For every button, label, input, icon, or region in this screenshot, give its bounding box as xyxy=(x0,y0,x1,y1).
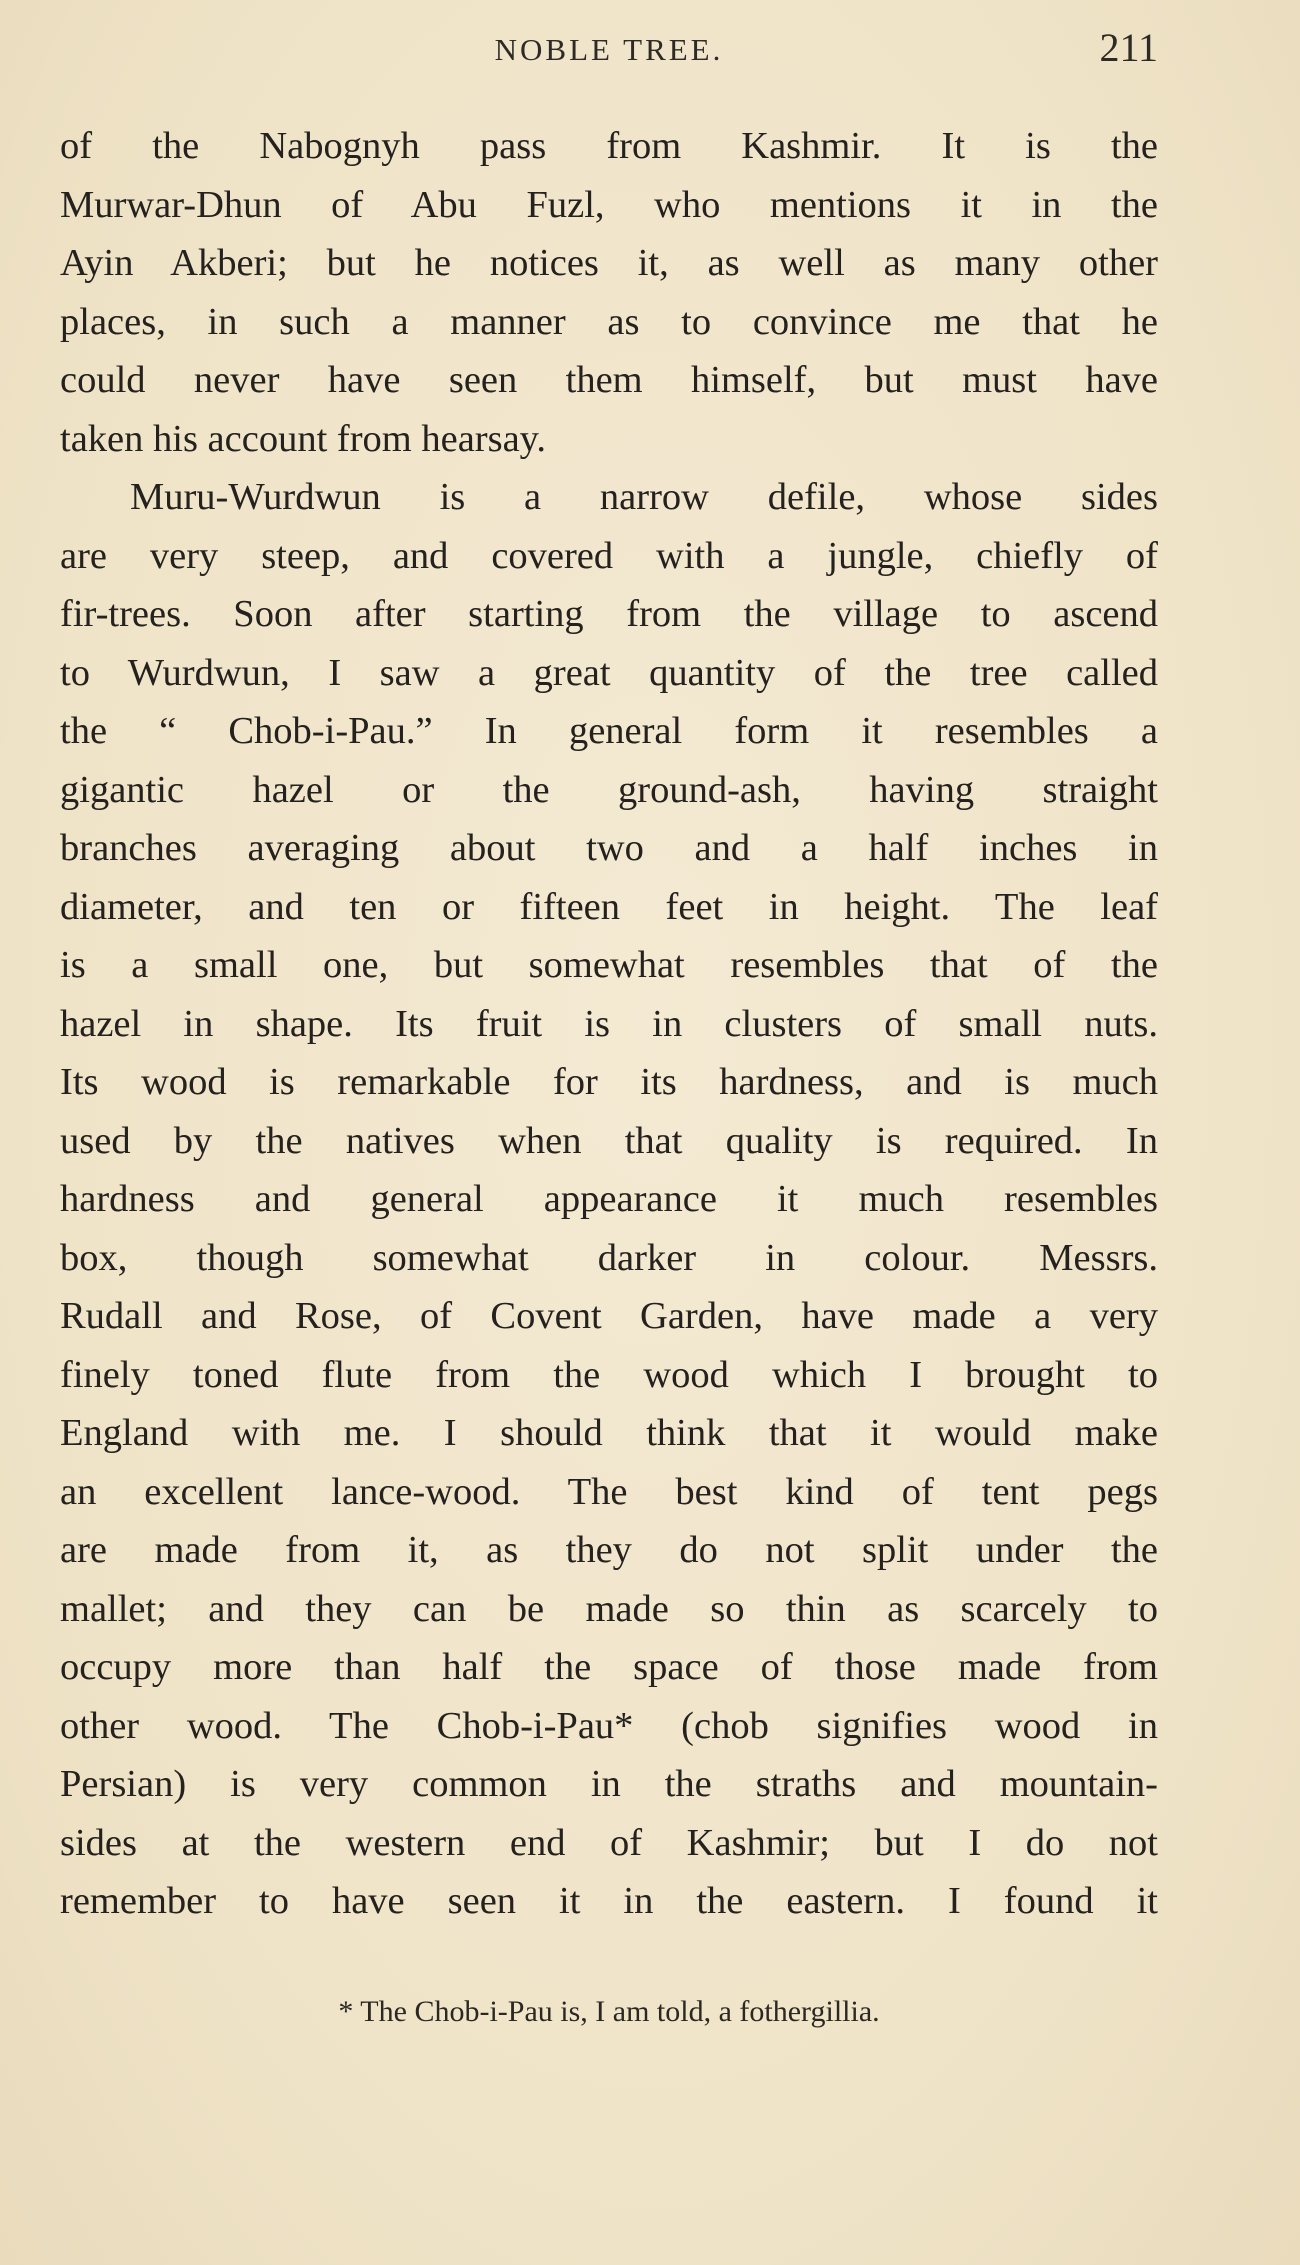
text-line: hardness and general appearance it much resembles xyxy=(60,1178,1158,1220)
text-line: diameter, and ten or fifteen feet in height. The leaf xyxy=(60,885,1158,928)
text-line: hazel in shape. Its fruit is in clusters of small nuts. xyxy=(60,1002,1158,1045)
text-line: of the Nabognyh pass from Kashmir. It is the xyxy=(60,125,1158,167)
text-line: used by the natives when that quality is required. In xyxy=(60,1119,1158,1162)
running-head xyxy=(60,25,1158,78)
text-line: to Wurdwun, I saw a great quantity of the tree called xyxy=(60,651,1158,694)
text-line: Murwar-Dhun of Abu Fuzl, who mentions it in the xyxy=(60,183,1158,226)
text-line: sides at the western end of Kashmir; but I do not xyxy=(60,1821,1158,1864)
text-line: other wood. The Chob-i-Pau* (chob signifies wood in xyxy=(60,1704,1158,1747)
text-line: remember to have seen it in the eastern. I found it xyxy=(60,1880,1158,1922)
text-line: Persian) is very common in the straths and mountain- xyxy=(60,1763,1158,1805)
running-title: NOBLE TREE. xyxy=(494,32,724,67)
text-line: finely toned flute from the wood which I brought to xyxy=(60,1353,1158,1396)
text-line: England with me. I should think that it would make xyxy=(60,1412,1158,1454)
text-line: occupy more than half the space of those made from xyxy=(60,1646,1158,1688)
text-line: gigantic hazel or the ground-ash, having straight xyxy=(60,768,1158,811)
footnote: * The Chob-i-Pau is, I am told, a fothergillia. xyxy=(338,1995,880,2028)
text-line: could never have seen them himself, but must have xyxy=(60,359,1158,401)
text-line: Muru-Wurdwun is a narrow defile, whose sides xyxy=(130,476,1158,518)
text-line: mallet; and they can be made so thin as scarcely to xyxy=(60,1587,1158,1630)
text-line: box, though somewhat darker in colour. Messrs. xyxy=(60,1236,1158,1279)
text-line: taken his account from hearsay. xyxy=(60,417,547,460)
body-text xyxy=(60,117,1158,1931)
text-line: places, in such a manner as to convince me that he xyxy=(60,300,1158,343)
text-line: are made from it, as they do not split under the xyxy=(60,1529,1158,1571)
text-line: is a small one, but somewhat resembles that of the xyxy=(60,944,1158,986)
text-line: fir-trees. Soon after starting from the village to ascend xyxy=(60,593,1158,635)
page-number: 211 xyxy=(1099,25,1158,70)
text-line: an excellent lance-wood. The best kind of tent pegs xyxy=(60,1470,1158,1513)
text-line: are very steep, and covered with a jungle, chiefly of xyxy=(60,534,1158,577)
text-line: Its wood is remarkable for its hardness, and is much xyxy=(60,1061,1158,1103)
text-line: Rudall and Rose, of Covent Garden, have made a very xyxy=(60,1295,1158,1337)
text-line: Ayin Akberi; but he notices it, as well as many other xyxy=(60,242,1158,284)
text-line: branches averaging about two and a half inches in xyxy=(60,827,1158,869)
text-line: the “ Chob-i-Pau.” In general form it resembles a xyxy=(60,710,1158,752)
